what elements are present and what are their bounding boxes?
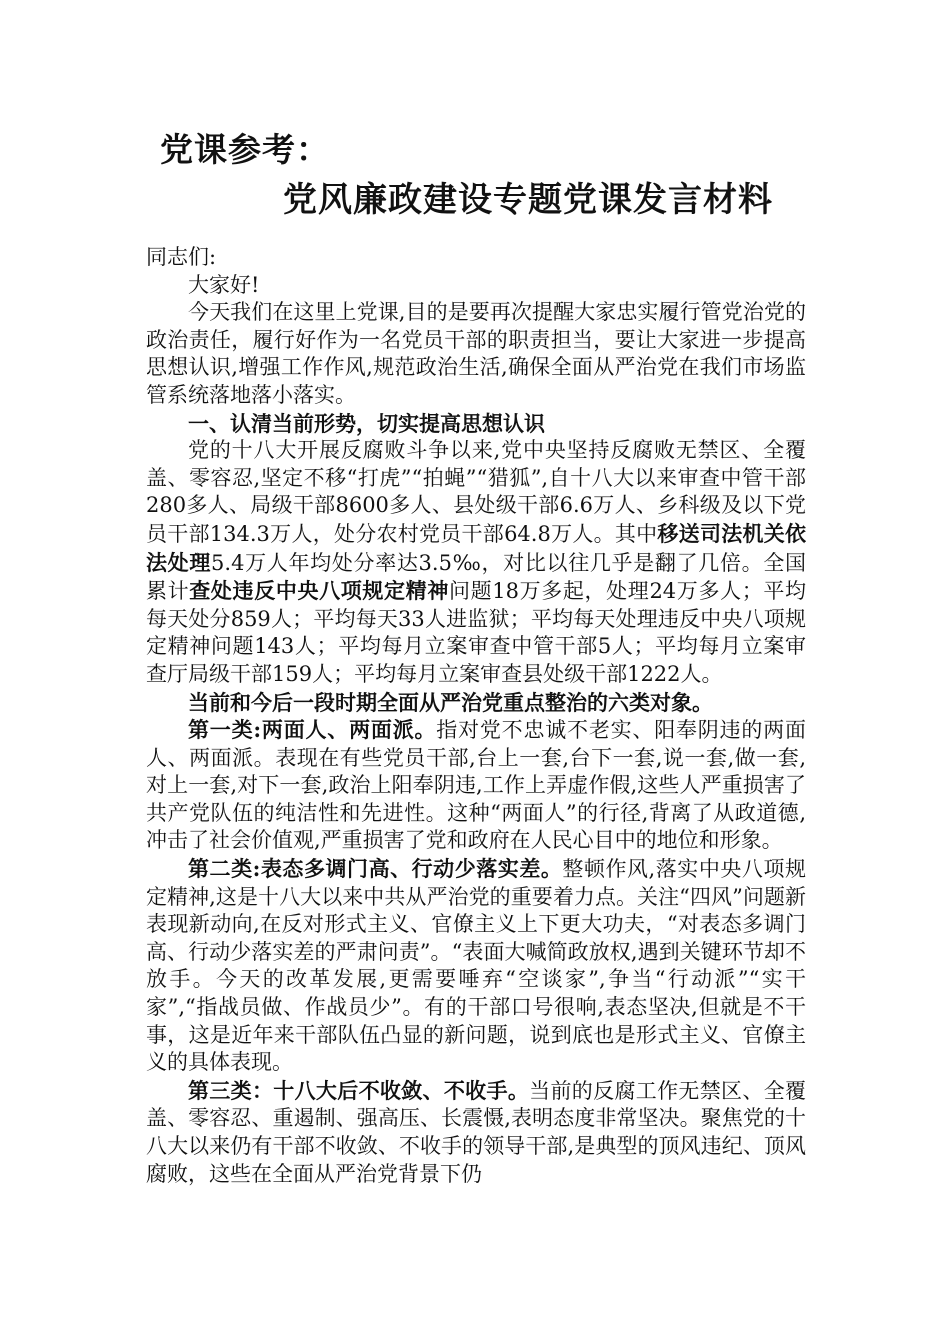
- category2-lead: 第二类:表态多调门高、行动少落实差。: [188, 856, 563, 882]
- category2-paragraph: [146, 855, 806, 1077]
- section1-paragraph2: 当前和今后一段时期全面从严治党重点整治的六类对象。: [188, 689, 713, 715]
- section1-p1-bold-d: 查处违反中央八项规定精神: [189, 578, 449, 604]
- intro-paragraph: 今天我们在这里上党课,目的是要再次提醒大家忠实履行管党治党的政治责任，履行好作为一名党员干部的职责担当，要让大家进一步提高思想认识,增强工作作风,规范政治生活,确保全面从严治党在我们市场监管系统落地落小落实。: [146, 300, 806, 407]
- doc-label: 党课参考：: [160, 130, 330, 169]
- section1-p1-text-a: 党的十八大开展反腐败斗争以来,党中央坚持反腐败无禁区、全覆盖、零容忍,坚定不移“打虎”“拍蝇”“猎狐”,自十八大以来审查中管干部280多人、局级干部8600多人、县处级干部6.6万人、乡科级及以下党员干部134.3万人，处分农村党员干部64.8万人。其中: [146, 438, 806, 546]
- section1-p1-text-c: 5.4万人年均处分率达3.5‰，对比以往几乎是翻了几倍。全国累计: [146, 550, 806, 604]
- category3-paragraph: [146, 1077, 806, 1188]
- category2-text: 整顿作风,落实中央八项规定精神,这是十八大以来中共从严治党的重要着力点。关注“四风”问题新表现新动向,在反对形式主义、官僚主义上下更大功夫，“对表态多调门高、行动少落实差的严肃问责”。“表面大喊简政放权,遇到关键环节却不放手。今天的改革发展,更需要唾弃“空谈家”,争当“行动派”“实干家”,“指战员做、作战员少”。有的干部口号很响,表态坚决,但就是不干事，这是近年来干部队伍凸显的新问题，说到底也是形式主义、官僚主义的具体表现。: [146, 857, 806, 1075]
- section1-heading: 一、认清当前形势，切实提高思想认识: [188, 410, 545, 436]
- salutation: 同志们:: [146, 245, 217, 269]
- doc-title: 党风廉政建设专题党课发言材料: [283, 180, 773, 220]
- section1-p1-bold-b: 移送司法机关依法处理: [146, 520, 807, 575]
- category3-text: 当前的反腐工作无禁区、全覆盖、零容忍、重遏制、强高压、长震慑,表明态度非常坚决。聚焦党的十八大以来仍有干部不收敛、不收手的领导干部,是典型的顶风违纪、顶风腐败，这些在全面从严治党背景下仍: [146, 1078, 807, 1186]
- category1-text: 指对党不忠诚不老实、阳奉阴违的两面人、两面派。表现在有些党员干部,台上一套,台下一套,说一套,做一套,对上一套,对下一套,政治上阳奉阴违,工作上弄虚作假,这些人严重损害了共产党队伍的纯洁性和先进性。这种“两面人”的行径,背离了从政道德,冲击了社会价值观,严重损害了党和政府在人民心目中的地位和形象。: [146, 718, 806, 853]
- section1-p1-text-e: 问题18万多起，处理24万多人；平均每天处分859人；平均每天33人进监狱；平均每天处理违反中央八项规定精神问题143人；平均每月立案审查中管干部5人；平均每月立案审查厅局级干部159人；平均每月立案审查县处级干部1222人。: [146, 579, 807, 686]
- greeting: 大家好!: [188, 272, 260, 297]
- doc-body: [146, 244, 806, 1188]
- category3-lead: 第三类：十八大后不收敛、不收手。: [188, 1077, 530, 1103]
- section1-paragraph1: [146, 437, 806, 688]
- category1-lead: 第一类:两面人、两面派。: [188, 717, 437, 743]
- category1-paragraph: [146, 716, 806, 855]
